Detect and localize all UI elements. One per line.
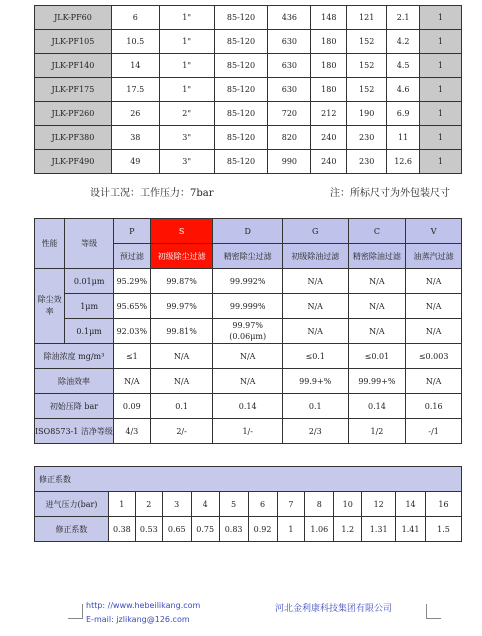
factor-row (35, 517, 462, 542)
value-cell: 0.14 (213, 394, 283, 419)
factor-cell: 1.41 (396, 517, 426, 542)
size-note: 注：所标尺寸为外包装尺寸 (330, 188, 450, 199)
factor-cell: 1 (277, 517, 305, 542)
grade-code-s: S (150, 219, 213, 244)
value-cell: -/1 (406, 419, 462, 444)
pressure-cell: 14 (396, 492, 426, 517)
spec-cell: 212 (311, 102, 347, 126)
factor-cell: 0.53 (135, 517, 162, 542)
spec-cell: 11 (387, 126, 420, 150)
spec-cell: 820 (268, 126, 311, 150)
spec-cell: 630 (268, 78, 311, 102)
footer-company: 河北金利康科技集团有限公司 (275, 604, 393, 614)
pressure-cell: 4 (191, 492, 219, 517)
value-cell: 1/2 (348, 419, 406, 444)
table-row (35, 294, 462, 319)
grade-code-v: V (406, 219, 462, 244)
correction-factor-table (34, 466, 462, 542)
pressure-cell: 7 (277, 492, 305, 517)
grade-desc-v: 油蒸汽过滤 (406, 244, 462, 269)
value-cell: 92.03% (113, 319, 150, 344)
table-row (35, 150, 462, 174)
value-cell: 99.81% (150, 319, 213, 344)
value-cell: 99.99+% (348, 369, 406, 394)
value-cell: 0.16 (406, 394, 462, 419)
spec-cell: 4.5 (387, 54, 420, 78)
spec-cell: 230 (347, 150, 387, 174)
particle-size-cell: 0.01μm (65, 269, 114, 294)
spec-cell: 1 (420, 126, 462, 150)
factor-cell: 0.38 (108, 517, 135, 542)
value-cell: N/A (406, 319, 462, 344)
spec-cell: 3" (159, 150, 214, 174)
grade-desc-c: 精密除油过滤 (348, 244, 406, 269)
row-label: ISO8573-1 洁净等级 (35, 419, 114, 444)
correction-title: 修正系数 (35, 467, 462, 492)
value-cell: N/A (406, 369, 462, 394)
factor-cell: 1.2 (334, 517, 362, 542)
dust-efficiency-label: 除尘效率 (35, 269, 65, 344)
model-cell: JLK-PF380 (35, 126, 112, 150)
spec-cell: 240 (311, 150, 347, 174)
spec-cell: 180 (311, 78, 347, 102)
spec-cell: 1" (159, 30, 214, 54)
spec-cell: 1 (420, 54, 462, 78)
value-cell: 2/- (150, 419, 213, 444)
value-cell: N/A (348, 319, 406, 344)
spec-cell: 85-120 (214, 102, 268, 126)
table-row (35, 369, 462, 394)
pressure-cell: 8 (305, 492, 334, 517)
value-cell: N/A (348, 269, 406, 294)
spec-cell: 17.5 (111, 78, 159, 102)
table-row (35, 78, 462, 102)
value-cell: 0.1 (282, 394, 348, 419)
design-condition-note: 设计工况：工作压力：7bar (90, 188, 214, 199)
value-cell: 99.97% (0.06μm) (213, 319, 283, 344)
factor-cell: 0.92 (248, 517, 277, 542)
row-label: 初始压降 bar (35, 394, 114, 419)
factor-cell: 1.06 (305, 517, 334, 542)
spec-cell: 148 (311, 6, 347, 30)
spec-cell: 6.9 (387, 102, 420, 126)
table-row (35, 30, 462, 54)
spec-cell: 49 (111, 150, 159, 174)
value-cell: ≤1 (113, 344, 150, 369)
spec-cell: 85-120 (214, 150, 268, 174)
table-row (35, 6, 462, 30)
value-cell: ≤0.003 (406, 344, 462, 369)
factor-cell: 1.5 (426, 517, 462, 542)
spec-cell: 1" (159, 54, 214, 78)
spec-cell: 720 (268, 102, 311, 126)
value-cell: 4/3 (113, 419, 150, 444)
spec-cell: 85-120 (214, 30, 268, 54)
value-cell: N/A (348, 294, 406, 319)
spec-cell: 1 (420, 6, 462, 30)
pressure-label: 进气压力(bar) (35, 492, 109, 517)
table-row (35, 102, 462, 126)
grade-code-p: P (113, 219, 150, 244)
spec-cell: 1 (420, 78, 462, 102)
pressure-cell: 16 (426, 492, 462, 517)
spec-cell: 152 (347, 78, 387, 102)
crop-mark-left (68, 604, 83, 619)
value-cell: 95.65% (113, 294, 150, 319)
spec-table (34, 5, 462, 174)
model-cell: JLK-PF105 (35, 30, 112, 54)
value-cell: N/A (282, 319, 348, 344)
model-cell: JLK-PF175 (35, 78, 112, 102)
spec-cell: 38 (111, 126, 159, 150)
spec-cell: 85-120 (214, 6, 268, 30)
factor-cell: 1.31 (362, 517, 396, 542)
spec-cell: 85-120 (214, 54, 268, 78)
spec-cell: 6 (111, 6, 159, 30)
spec-cell: 240 (311, 126, 347, 150)
spec-cell: 85-120 (214, 78, 268, 102)
table-row (35, 54, 462, 78)
pressure-cell: 2 (135, 492, 162, 517)
value-cell: N/A (406, 269, 462, 294)
pressure-cell: 1 (108, 492, 135, 517)
particle-size-cell: 1μm (65, 294, 114, 319)
spec-cell: 4.2 (387, 30, 420, 54)
grade-header: 等级 (65, 219, 114, 269)
grade-code-g: G (282, 219, 348, 244)
spec-cell: 2" (159, 102, 214, 126)
table-row (35, 269, 462, 294)
spec-cell: 4.6 (387, 78, 420, 102)
spec-cell: 1 (420, 102, 462, 126)
pressure-cell: 12 (362, 492, 396, 517)
model-cell: JLK-PF140 (35, 54, 112, 78)
spec-cell: 180 (311, 30, 347, 54)
model-cell: JLK-PF490 (35, 150, 112, 174)
filter-grade-table (34, 218, 462, 444)
spec-cell: 180 (311, 54, 347, 78)
value-cell: 99.992% (213, 269, 283, 294)
value-cell: 0.09 (113, 394, 150, 419)
particle-size-cell: 0.1μm (65, 319, 114, 344)
value-cell: ≤0.1 (282, 344, 348, 369)
spec-cell: 1 (420, 30, 462, 54)
value-cell: N/A (113, 369, 150, 394)
crop-mark-right (426, 604, 441, 619)
spec-cell: 85-120 (214, 126, 268, 150)
spec-cell: 990 (268, 150, 311, 174)
value-cell: N/A (282, 294, 348, 319)
table-row (35, 344, 462, 369)
value-cell: N/A (282, 269, 348, 294)
factor-label: 修正系数 (35, 517, 109, 542)
grade-code-d: D (213, 219, 283, 244)
spec-cell: 152 (347, 54, 387, 78)
spec-cell: 2.1 (387, 6, 420, 30)
spec-cell: 152 (347, 30, 387, 54)
grade-desc-d: 精密除尘过滤 (213, 244, 283, 269)
spec-cell: 230 (347, 126, 387, 150)
spec-cell: 630 (268, 30, 311, 54)
value-cell: 0.1 (150, 394, 213, 419)
spec-cell: 121 (347, 6, 387, 30)
factor-cell: 0.75 (191, 517, 219, 542)
table-row (35, 419, 462, 444)
grade-desc-p: 预过滤 (113, 244, 150, 269)
row-label: 除油效率 (35, 369, 114, 394)
grade-desc-s: 初级除尘过滤 (150, 244, 213, 269)
value-cell: 99.9+% (282, 369, 348, 394)
footer-url: http: //www.hebeilikang.com (86, 601, 201, 610)
value-cell: 99.97% (150, 294, 213, 319)
pressure-cell: 5 (219, 492, 248, 517)
value-cell: N/A (150, 369, 213, 394)
value-cell: ≤0.01 (348, 344, 406, 369)
model-cell: JLK-PF260 (35, 102, 112, 126)
value-cell: N/A (213, 369, 283, 394)
grade-desc-g: 初级除油过滤 (282, 244, 348, 269)
spec-cell: 190 (347, 102, 387, 126)
value-cell: 95.29% (113, 269, 150, 294)
value-cell: 1/- (213, 419, 283, 444)
value-cell: N/A (150, 344, 213, 369)
footer-email: E-mail: jzlikang@126.com (86, 615, 190, 624)
spec-cell: 26 (111, 102, 159, 126)
pressure-cell: 3 (162, 492, 191, 517)
value-cell: N/A (406, 294, 462, 319)
pressure-row (35, 492, 462, 517)
spec-cell: 3" (159, 126, 214, 150)
spec-cell: 10.5 (111, 30, 159, 54)
spec-cell: 1" (159, 6, 214, 30)
value-cell: N/A (213, 344, 283, 369)
table-row (35, 126, 462, 150)
value-cell: 0.14 (348, 394, 406, 419)
pressure-cell: 6 (248, 492, 277, 517)
spec-cell: 630 (268, 54, 311, 78)
factor-cell: 0.65 (162, 517, 191, 542)
performance-header: 性能 (35, 219, 65, 269)
spec-cell: 12.6 (387, 150, 420, 174)
table-row (35, 319, 462, 344)
value-cell: 2/3 (282, 419, 348, 444)
spec-cell: 1" (159, 78, 214, 102)
spec-cell: 436 (268, 6, 311, 30)
factor-cell: 0.83 (219, 517, 248, 542)
grade-code-c: C (348, 219, 406, 244)
table-row (35, 394, 462, 419)
row-label: 除油浓度 mg/m³ (35, 344, 114, 369)
value-cell: 99.999% (213, 294, 283, 319)
spec-cell: 14 (111, 54, 159, 78)
pressure-cell: 10 (334, 492, 362, 517)
spec-cell: 1 (420, 150, 462, 174)
value-cell: 99.87% (150, 269, 213, 294)
model-cell: JLK-PF60 (35, 6, 112, 30)
